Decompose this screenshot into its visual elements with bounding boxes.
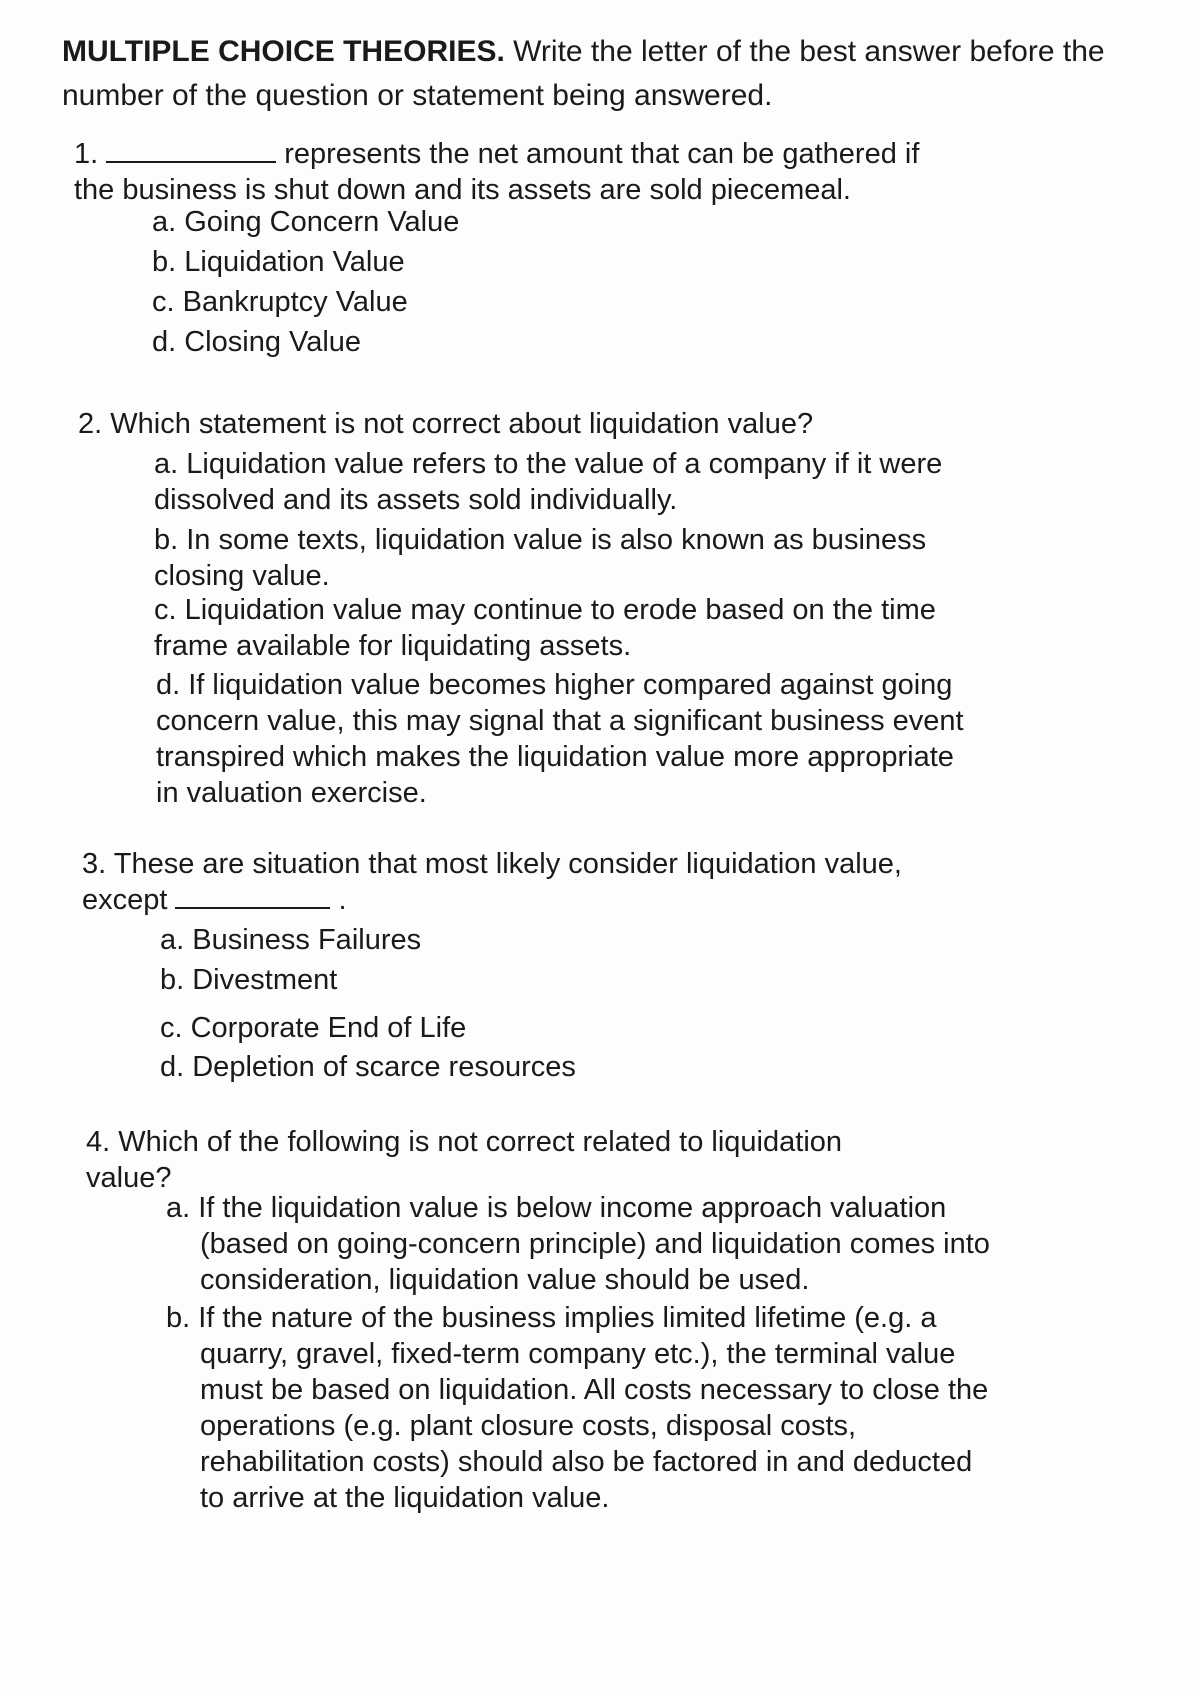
option-3d: d. Depletion of scarce resources (160, 1051, 576, 1083)
question-text: represents the net amount that can be gathered if the business is shut down and its assets are sold piecemeal. (74, 138, 920, 206)
answer-blank (175, 883, 330, 909)
question-text: Which of the following is not correct related to liquidation value? (86, 1126, 843, 1194)
section-title: MULTIPLE CHOICE THEORIES. (62, 35, 505, 68)
option-3a: a. Business Failures (160, 924, 422, 956)
instructions (62, 30, 1142, 118)
instruction-text: Write the letter of the best answer before the number of the question or statement being answered. (62, 35, 1105, 112)
question-2 (78, 406, 978, 442)
option-3b: b. Divestment (160, 964, 338, 996)
option-4b: b. If the nature of the business implies limited lifetime (e.g. a quarry, gravel, fixed-term company etc.), the terminal value must be based on liquidation. All costs necessary to close the operations (e.g. plant closure costs, disposal costs, rehabilitation costs) should also be factored in and deducted to arrive at the liquidation value. (166, 1302, 989, 1514)
question-text: Which statement is not correct about liquidation value? (110, 408, 814, 440)
option-2b: b. In some texts, liquidation value is also known as business closing value. (154, 524, 927, 592)
question-number: 2. (78, 408, 103, 440)
option-2a: a. Liquidation value refers to the value of a company if it were dissolved and its assets sold individually. (154, 448, 943, 516)
question-number: 1. (74, 138, 99, 170)
question-number: 3. (82, 848, 107, 880)
option-3c: c. Corporate End of Life (160, 1012, 467, 1044)
question-1 (74, 136, 954, 208)
option-1c: c. Bankruptcy Value (152, 286, 408, 318)
question-text-end: except (82, 884, 168, 916)
question-3: 3. These are situation that most likely consider liquidation value, except . (82, 848, 902, 916)
option-1b: b. Liquidation Value (152, 246, 405, 278)
option-1d: d. Closing Value (152, 326, 362, 358)
option-4a: a. If the liquidation value is below income approach valuation (based on going-concern principle) and liquidation comes into consideration, liquidation value should be used. (166, 1192, 990, 1296)
question-4 (86, 1124, 886, 1196)
option-1a: a. Going Concern Value (152, 206, 460, 238)
option-2c: c. Liquidation value may continue to erode based on the time frame available for liquidating assets. (154, 594, 936, 662)
question-number: 4. (86, 1126, 111, 1158)
option-2d: d. If liquidation value becomes higher compared against going concern value, this may signal that a significant business event transpired which makes the liquidation value more appropriate in valuation exercise. (156, 669, 964, 809)
question-text: These are situation that most likely consider liquidation value, (113, 848, 902, 880)
answer-blank (106, 137, 276, 163)
